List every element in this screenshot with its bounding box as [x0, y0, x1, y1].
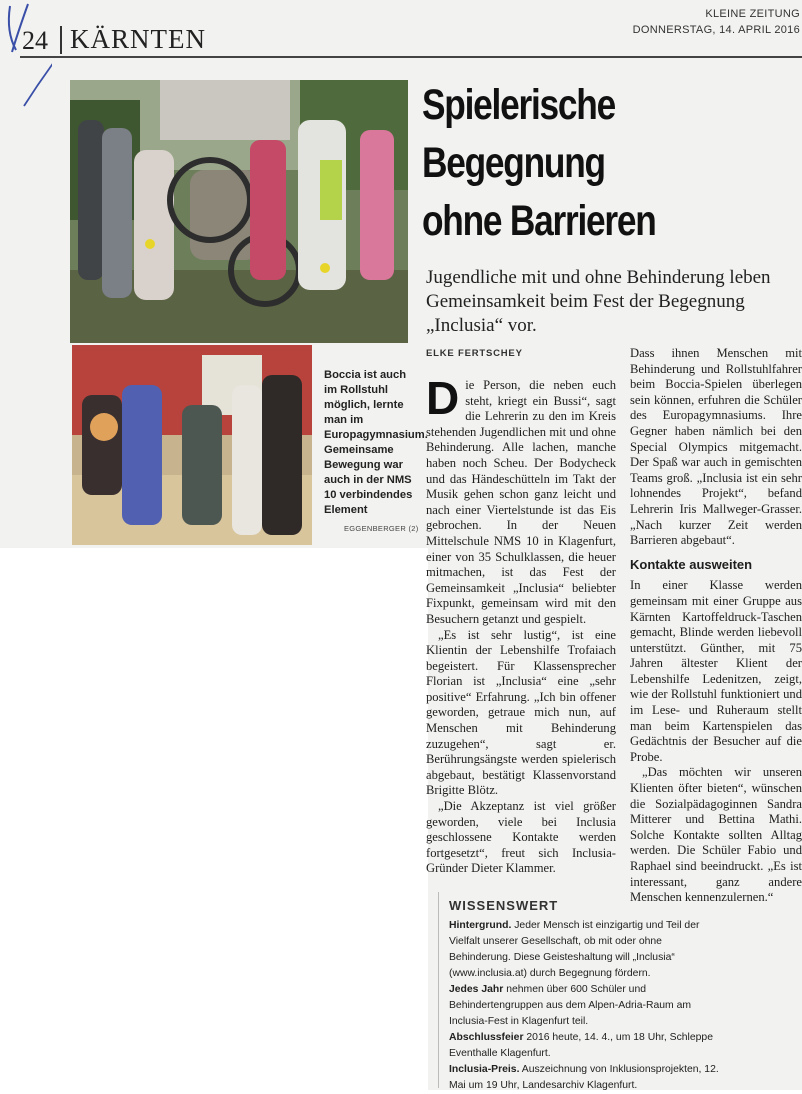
- article-paragraph: In einer Klasse werden gemeinsam mit einer Gruppe aus Kärnten Kartoffeldruck-Taschen gemacht, Blinde werden liebevoll unterstützt. Günther, mit 75 Jahren ältester Klient der Lebenshilfe Ledenitzen, zeigt, wie der Rollstuhl funktioniert und im Lese- und Ruheraum stellt man beim Kartenspielen das Gedächtnis der Besucher auf die Probe.: [630, 578, 802, 764]
- info-item: Inclusia-Preis. Auszeichnung von Inklusionsprojekten, 12. Mai um 19 Uhr, Landesarchiv Klagenfurt.: [449, 1064, 719, 1091]
- header-rule: [20, 56, 802, 58]
- article-paragraph: „Es ist sehr lustig“, ist eine Klientin der Lebenshilfe Trofaiach begeistert. Für Klassensprecher Florian ist „Inclusia“ eine „sehr positive“ Erfahrung. „Ich bin offener geworden, getraue mich nun, auf Menschen mit Behinderung zuzugehen“, sagt er. Berührungsängste werden spielerisch abgebaut, bestätigt Klassenvorstand Brigitte Blötz.: [426, 627, 616, 798]
- article-paragraph: „Die Akzeptanz ist viel größer geworden, viele bei Inclusia geschlossene Kontakte werden fortgesetzt“, freut sich Inclusia-Gründer Dieter Klammer.: [426, 799, 616, 876]
- article-author: ELKE FERTSCHEY: [426, 348, 523, 359]
- headline-line: Begegnung: [422, 139, 605, 187]
- photo-caption: Boccia ist auch im Rollstuhl möglich, lernte man im Europagymnasium. Gemeinsame Bewegung war auch in der NMS 10 verbindendes Element: [324, 369, 428, 516]
- article-paragraph: „Das möchten wir unseren Klienten öfter bieten“, wünschen die Sozialpädagoginnen Sandra Mitterer und Bettina Mathi. Solche Kontakte sollten Alltag werden. Die Schüler Fabio und Raphael sind beeindruckt. „Es ist interessant, ganz andere Menschen kennenzulernen.“: [630, 765, 802, 905]
- article-headline: [422, 76, 725, 250]
- drop-cap: D: [426, 372, 460, 424]
- photo-dancing-gym: [72, 345, 312, 545]
- newspaper-masthead: [633, 6, 800, 38]
- info-item: Hintergrund. Jeder Mensch ist einzigartig und Teil der Vielfalt unserer Gesellschaft, ob mit oder ohne Behinderung. Diese Geisteshaltung will „Inclusia“ (www.inclusia.at) durch Begegnung fördern.: [449, 920, 700, 979]
- issue-date: DONNERSTAG, 14. APRIL 2016: [632, 24, 800, 36]
- article-paragraph: Dass ihnen Menschen mit Behinderung und Rollstuhlfahrer beim Boccia-Spielen überlegen sein können, erfuhren die Schüler des Europagymnasiums. Ihre Gegner haben nämlich bei den Special Olympics mitgemacht. Der Spaß war auch in gemischten Teams groß. „Inclusia ist ein sehr lohnendes Projekt“, befand Lehrerin Iris Mallweger-Grasser. „Nach kurzer Zeit werden Barrieren abgebaut“.: [630, 346, 802, 548]
- info-box-title: WISSENSWERT: [449, 898, 559, 913]
- newspaper-name: KLEINE ZEITUNG: [705, 8, 800, 20]
- headline-line: ohne Barrieren: [422, 197, 656, 245]
- headline-line: Spielerische: [422, 81, 616, 129]
- photo-credit: EGGENBERGER (2): [344, 524, 419, 533]
- section-title: KÄRNTEN: [70, 24, 206, 54]
- header-separator: [60, 26, 62, 54]
- info-item: Abschlussfeier 2016 heute, 14. 4., um 18 Uhr, Schleppe Eventhalle Klagenfurt.: [449, 1032, 713, 1059]
- article-subhead: Jugendliche mit und ohne Behinderung leben Gemeinsamkeit beim Fest der Begegnung „Inclusia“ vor.: [426, 267, 771, 336]
- info-box-text: [449, 918, 721, 1094]
- info-item: Jedes Jahr nehmen über 600 Schüler und Behindertengruppen aus dem Alpen-Adria-Raum am Inclusia-Fest in Klagenfurt teil.: [449, 984, 692, 1027]
- article-column-1: [426, 372, 616, 877]
- article-subtitle: Kontakte ausweiten: [630, 556, 753, 572]
- page-number: 24: [22, 26, 48, 55]
- photo-boccia-wheelchair: [70, 80, 408, 343]
- article-paragraph: Die Person, die neben euch steht, kriegt ein Bussi“, sagt die Lehrerin zu den im Kreis stehenden Jugendlichen mit und ohne Behinderung. Alle lachen, manche haben noch Scheu. Der Bodycheck und das Händeschütteln im Takt der Musik gehen schon ganz leicht und nach einer Viertelstunde ist das Eis gebrochen. In der Neuen Mittelschule NMS 10 in Klagenfurt, einer von 35 Schulklassen, die heuer mitmachen, ist das Fest der Gemeinsamkeit „Inclusia“ beliebter Fixpunkt, gemeinsam wird mit den Besuchern getanzt und gespielt.: [426, 372, 616, 626]
- article-column-2: [630, 346, 802, 906]
- info-box: [438, 892, 723, 1091]
